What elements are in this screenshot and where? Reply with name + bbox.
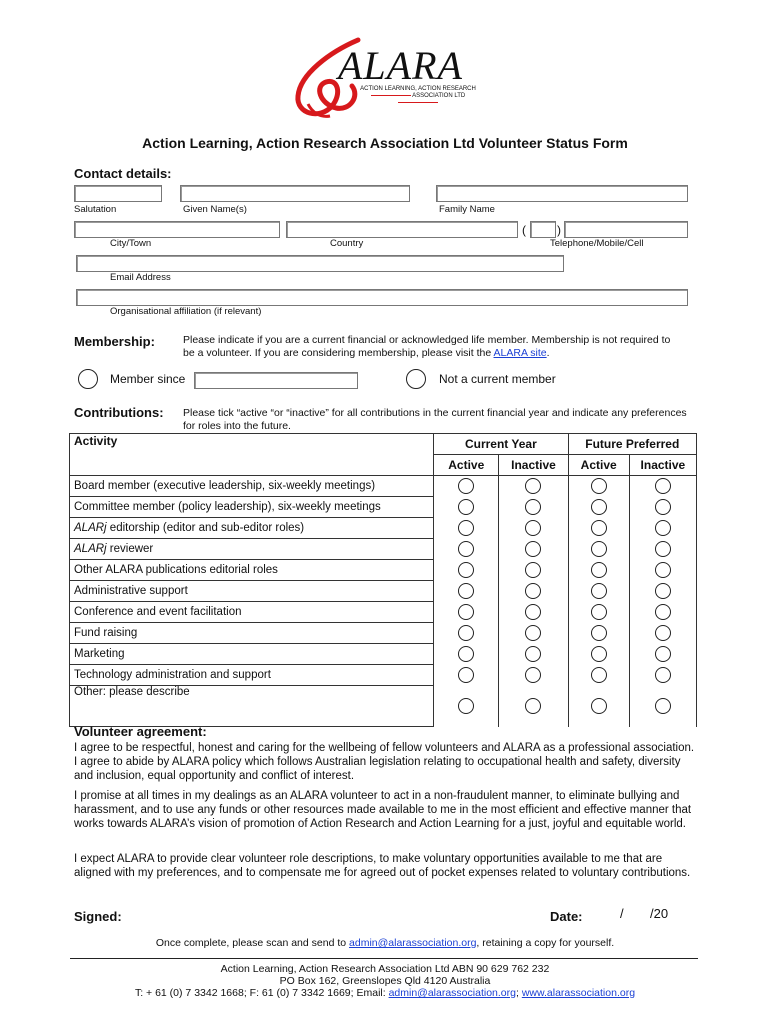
future-active-radio[interactable] xyxy=(591,520,607,536)
activity-label: Other ALARA publications editorial roles xyxy=(70,560,434,581)
current-active-radio[interactable] xyxy=(458,646,474,662)
affiliation-label: Organisational affiliation (if relevant) xyxy=(110,306,262,317)
future-active-radio[interactable] xyxy=(591,646,607,662)
current-year-header: Current Year xyxy=(434,434,568,455)
city-label: City/Town xyxy=(110,238,152,249)
page-title: Action Learning, Action Research Association Ltd Volunteer Status Form xyxy=(142,135,628,151)
future-active-radio-cell xyxy=(568,560,629,581)
current-inactive-radio-cell xyxy=(499,476,568,497)
country-label: Country xyxy=(330,238,364,249)
future-inactive-radio[interactable] xyxy=(655,520,671,536)
future-active-radio[interactable] xyxy=(591,698,607,714)
activity-label: Committee member (policy leadership), six-weekly meetings xyxy=(70,497,434,518)
current-active-radio[interactable] xyxy=(458,520,474,536)
future-inactive-radio-cell xyxy=(629,665,696,686)
activity-row xyxy=(70,476,697,497)
current-inactive-radio[interactable] xyxy=(525,667,541,683)
current-active-radio[interactable] xyxy=(458,604,474,620)
phone-paren-close: ) xyxy=(557,223,561,237)
activity-label: Administrative support xyxy=(70,581,434,602)
current-inactive-radio[interactable] xyxy=(525,562,541,578)
future-inactive-radio-cell xyxy=(629,518,696,539)
current-active-radio[interactable] xyxy=(458,698,474,714)
activity-row xyxy=(70,686,697,727)
email-label: Email Address xyxy=(110,272,171,283)
member-since-field[interactable] xyxy=(194,372,358,389)
signed-label: Signed: xyxy=(74,909,122,924)
activity-row xyxy=(70,665,697,686)
current-active-radio[interactable] xyxy=(458,541,474,557)
current-active-radio[interactable] xyxy=(458,667,474,683)
current-inactive-radio[interactable] xyxy=(525,520,541,536)
future-inactive-radio-cell xyxy=(629,602,696,623)
current-active-radio[interactable] xyxy=(458,562,474,578)
current-active-radio-cell xyxy=(434,518,499,539)
alara-logo xyxy=(290,34,490,124)
current-inactive-radio-cell xyxy=(499,581,568,602)
footer-web-link[interactable]: www.alarassociation.org xyxy=(521,987,636,999)
future-inactive-radio[interactable] xyxy=(655,646,671,662)
date-year: /20 xyxy=(650,906,669,921)
future-active-radio[interactable] xyxy=(591,583,607,599)
future-active-radio[interactable] xyxy=(591,541,607,557)
salutation-label: Salutation xyxy=(74,204,117,215)
future-inactive-radio-cell xyxy=(629,539,696,560)
email-field[interactable] xyxy=(76,255,564,272)
family-name-label: Family Name xyxy=(439,204,495,215)
affiliation-field[interactable] xyxy=(76,289,688,306)
future-active-radio-cell xyxy=(568,686,629,727)
telephone-field[interactable] xyxy=(564,221,688,238)
activity-label: Marketing xyxy=(70,644,434,665)
future-active-radio[interactable] xyxy=(591,499,607,515)
future-inactive-radio[interactable] xyxy=(655,541,671,557)
future-inactive-radio-cell xyxy=(629,623,696,644)
current-inactive-radio-cell xyxy=(499,497,568,518)
footer-line-2: PO Box 162, Greenslopes Qld 4120 Australia xyxy=(279,975,491,987)
contact-heading: Contact details: xyxy=(74,166,172,181)
future-inactive-radio[interactable] xyxy=(655,698,671,714)
current-inactive-radio-cell xyxy=(499,539,568,560)
future-preferred-header: Future Preferred xyxy=(568,434,696,455)
current-inactive-radio[interactable] xyxy=(525,478,541,494)
future-active-radio-cell xyxy=(568,644,629,665)
not-member-radio[interactable] xyxy=(406,369,426,389)
current-inactive-radio-cell xyxy=(499,644,568,665)
contributions-heading: Contributions: xyxy=(74,405,164,420)
future-active-radio-cell xyxy=(568,539,629,560)
future-inactive-radio[interactable] xyxy=(655,625,671,641)
current-active-radio[interactable] xyxy=(458,583,474,599)
salutation-field[interactable] xyxy=(74,185,162,202)
future-inactive-radio[interactable] xyxy=(655,604,671,620)
future-inactive-radio-cell xyxy=(629,476,696,497)
current-active-header: Active xyxy=(434,455,499,476)
not-member-label: Not a current member xyxy=(439,372,556,386)
activity-label: Technology administration and support xyxy=(70,665,434,686)
given-names-field[interactable] xyxy=(180,185,410,202)
logo-subtitle: ACTION LEARNING, ACTION RESEARCH ASSOCIATION LTD xyxy=(358,86,478,107)
future-active-radio[interactable] xyxy=(591,562,607,578)
future-inactive-radio-cell xyxy=(629,560,696,581)
activity-row xyxy=(70,518,697,539)
activity-row xyxy=(70,623,697,644)
future-active-header: Active xyxy=(568,455,629,476)
current-inactive-header: Inactive xyxy=(499,455,568,476)
current-active-radio[interactable] xyxy=(458,625,474,641)
instructions-email-link[interactable]: admin@alarassociation.org xyxy=(349,937,477,949)
activity-label: ALARj editorship (editor and sub-editor roles) xyxy=(70,518,434,539)
contributions-text: Please tick “active “or “inactive” for all contributions in the current financial year and indicate any preferences for roles into the future. xyxy=(183,407,687,432)
footer xyxy=(0,963,770,999)
current-inactive-radio-cell xyxy=(499,518,568,539)
footer-email-link[interactable]: admin@alarassociation.org xyxy=(388,987,516,999)
future-inactive-radio[interactable] xyxy=(655,667,671,683)
current-inactive-radio[interactable] xyxy=(525,698,541,714)
date-label: Date: xyxy=(550,909,583,924)
future-inactive-header: Inactive xyxy=(629,455,696,476)
current-active-radio-cell xyxy=(434,560,499,581)
future-active-radio[interactable] xyxy=(591,625,607,641)
future-inactive-radio[interactable] xyxy=(655,478,671,494)
future-active-radio-cell xyxy=(568,581,629,602)
area-code-field[interactable] xyxy=(530,221,556,238)
future-active-radio-cell xyxy=(568,518,629,539)
date-slash: / xyxy=(620,906,624,921)
activity-label: Board member (executive leadership, six-weekly meetings) xyxy=(70,476,434,497)
member-since-label: Member since xyxy=(110,372,186,386)
future-active-radio-cell xyxy=(568,476,629,497)
future-inactive-radio[interactable] xyxy=(655,583,671,599)
activity-label: Fund raising xyxy=(70,623,434,644)
future-inactive-radio-cell xyxy=(629,644,696,665)
activity-table xyxy=(69,433,697,727)
current-inactive-radio[interactable] xyxy=(525,583,541,599)
future-active-radio-cell xyxy=(568,602,629,623)
current-inactive-radio-cell xyxy=(499,665,568,686)
future-active-radio[interactable] xyxy=(591,478,607,494)
future-inactive-radio[interactable] xyxy=(655,562,671,578)
member-since-radio[interactable] xyxy=(78,369,98,389)
footer-line-1: Action Learning, Action Research Association Ltd ABN 90 629 762 232 xyxy=(220,963,550,975)
activity-row xyxy=(70,602,697,623)
future-active-radio[interactable] xyxy=(591,604,607,620)
future-inactive-radio-cell xyxy=(629,497,696,518)
family-name-field[interactable] xyxy=(436,185,688,202)
logo-wordmark: ALARA xyxy=(338,43,463,88)
activity-label: ALARj reviewer xyxy=(70,539,434,560)
activity-row xyxy=(70,644,697,665)
activity-row xyxy=(70,539,697,560)
future-active-radio[interactable] xyxy=(591,667,607,683)
telephone-label: Telephone/Mobile/Cell xyxy=(550,238,644,249)
membership-heading: Membership: xyxy=(74,334,155,349)
current-active-radio-cell xyxy=(434,665,499,686)
current-inactive-radio[interactable] xyxy=(525,604,541,620)
current-active-radio[interactable] xyxy=(458,478,474,494)
agreement-p1: I agree to be respectful, honest and caring for the wellbeing of fellow volunteers and ALARA as a professional association. I agree to abide by ALARA policy which follows Australian legislation relating to occupational health and safety, diversity and inclusion, equal opportunity and conflict of interest. xyxy=(74,742,695,782)
current-active-radio-cell xyxy=(434,602,499,623)
current-inactive-radio-cell xyxy=(499,560,568,581)
agreement-p3: I expect ALARA to provide clear volunteer role descriptions, to make voluntary opportunities available to me that are aligned with my preferences, and to compensate me for agreed out of pocket expenses related to voluntary contributions. xyxy=(74,853,691,879)
city-field[interactable] xyxy=(74,221,280,238)
membership-text: Please indicate if you are a current financial or acknowledged life member. Membership is not required to be a volunteer. If you are considering membership, please visit the ALARA site. xyxy=(183,334,671,359)
country-field[interactable] xyxy=(286,221,518,238)
activity-row xyxy=(70,560,697,581)
current-inactive-radio[interactable] xyxy=(525,625,541,641)
activity-label: Other: please describe xyxy=(70,686,434,727)
current-active-radio-cell xyxy=(434,476,499,497)
activity-row xyxy=(70,581,697,602)
current-active-radio[interactable] xyxy=(458,499,474,515)
current-active-radio-cell xyxy=(434,686,499,727)
future-active-radio-cell xyxy=(568,665,629,686)
future-inactive-radio-cell xyxy=(629,581,696,602)
current-active-radio-cell xyxy=(434,581,499,602)
instructions: Once complete, please scan and send to admin@alarassociation.org, retaining a copy for yourself. xyxy=(155,937,615,949)
agreement-heading: Volunteer agreement: xyxy=(74,724,207,739)
activity-header: Activity xyxy=(70,434,434,476)
current-active-radio-cell xyxy=(434,539,499,560)
current-active-radio-cell xyxy=(434,623,499,644)
phone-paren-open: ( xyxy=(522,223,526,237)
current-inactive-radio[interactable] xyxy=(525,541,541,557)
activity-row xyxy=(70,497,697,518)
current-active-radio-cell xyxy=(434,497,499,518)
future-inactive-radio-cell xyxy=(629,686,696,727)
footer-divider xyxy=(70,958,698,959)
footer-line-3: T: + 61 (0) 7 3342 1668; F: 61 (0) 7 3342 1669; Email: admin@alarassociation.org; www.alarassociation.org xyxy=(134,987,636,999)
given-names-label: Given Name(s) xyxy=(183,204,247,215)
current-inactive-radio-cell xyxy=(499,623,568,644)
current-inactive-radio[interactable] xyxy=(525,499,541,515)
current-inactive-radio-cell xyxy=(499,686,568,727)
future-inactive-radio[interactable] xyxy=(655,499,671,515)
future-active-radio-cell xyxy=(568,497,629,518)
alara-site-link[interactable]: ALARA site xyxy=(493,347,547,359)
current-active-radio-cell xyxy=(434,644,499,665)
current-inactive-radio[interactable] xyxy=(525,646,541,662)
current-inactive-radio-cell xyxy=(499,602,568,623)
future-active-radio-cell xyxy=(568,623,629,644)
activity-label: Conference and event facilitation xyxy=(70,602,434,623)
agreement-p2: I promise at all times in my dealings as an ALARA volunteer to act in a non-fraudulent manner, to eliminate bullying and harassment, and to use any funds or other resources made available to me in the most efficient and effective manner that works towards ALARA’s vision of promotion of Action Research and Action Learning for a just, joyful and equitable world. xyxy=(74,790,692,830)
